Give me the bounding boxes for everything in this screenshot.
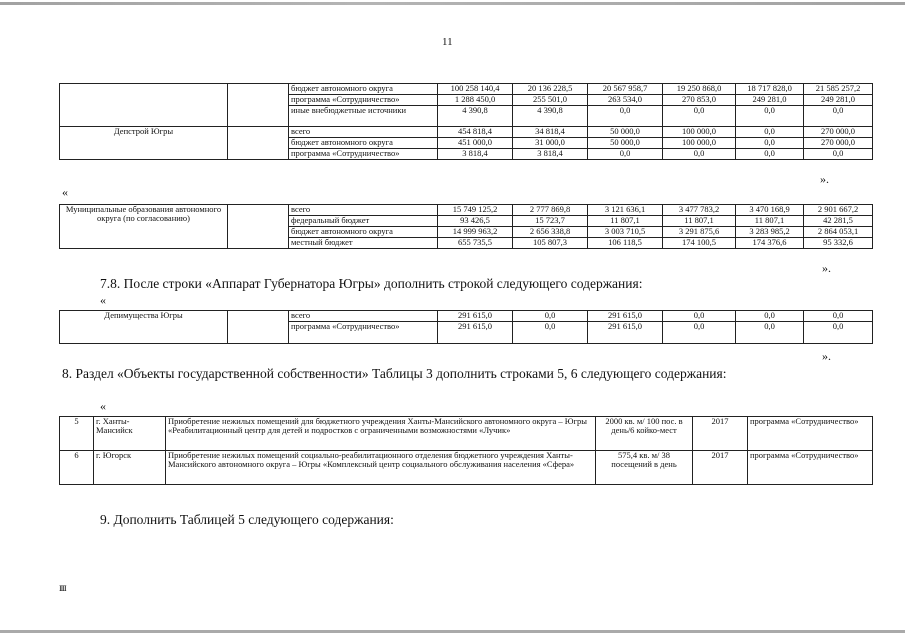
amount-cell: 0,0 bbox=[513, 322, 588, 344]
amount-cell: 2 777 869,8 bbox=[513, 205, 588, 216]
entity-cell-empty bbox=[60, 84, 228, 127]
object-description: Приобретение нежилых помещений для бюджетного учреждения Ханты-Мансийского автономного округа – Югры «Реабилитационный центр для детей и подростков с ограниченными возможностями «Лучик» bbox=[166, 417, 596, 451]
funding-table-municipal bbox=[59, 204, 873, 249]
amount-cell: 14 999 963,2 bbox=[438, 227, 513, 238]
close-quote-1: ». bbox=[820, 172, 829, 186]
amount-cell: 249 281,0 bbox=[736, 95, 804, 106]
amount-cell: 0,0 bbox=[804, 311, 873, 322]
amount-cell: 2 656 338,8 bbox=[513, 227, 588, 238]
amount-cell: 451 000,0 bbox=[438, 138, 513, 149]
amount-cell: 20 136 228,5 bbox=[513, 84, 588, 95]
amount-cell: 100 000,0 bbox=[663, 138, 736, 149]
funding-source-label: бюджет автономного округа bbox=[289, 227, 438, 238]
amount-cell: 0,0 bbox=[513, 311, 588, 322]
amount-cell: 0,0 bbox=[736, 106, 804, 127]
entity-name: Депимущества Югры bbox=[60, 311, 228, 344]
scan-top-edge bbox=[0, 2, 905, 5]
funding-source-label: программа «Сотрудничество» bbox=[289, 322, 438, 344]
amount-cell: 4 390,8 bbox=[438, 106, 513, 127]
table-row bbox=[60, 127, 873, 138]
source-code-cell bbox=[228, 205, 289, 249]
amount-cell: 291 615,0 bbox=[588, 322, 663, 344]
amount-cell: 3 003 710,5 bbox=[588, 227, 663, 238]
amount-cell: 0,0 bbox=[588, 149, 663, 160]
amount-cell: 270 000,0 bbox=[804, 138, 873, 149]
funding-source-label: бюджет автономного округа bbox=[289, 138, 438, 149]
amount-cell: 34 818,4 bbox=[513, 127, 588, 138]
city-cell: г. Ханты-Мансийск bbox=[94, 417, 166, 451]
amount-cell: 2 864 053,1 bbox=[804, 227, 873, 238]
entity-name: Депстрой Югры bbox=[60, 127, 228, 160]
funding-source-label: всего bbox=[289, 311, 438, 322]
state-property-table bbox=[59, 416, 873, 485]
capacity-cell: 575,4 кв. м/ 38 посещений в день bbox=[596, 451, 693, 485]
funding-source-label: бюджет автономного округа bbox=[289, 84, 438, 95]
amount-cell: 249 281,0 bbox=[804, 95, 873, 106]
amount-cell: 100 000,0 bbox=[663, 127, 736, 138]
amount-cell: 0,0 bbox=[736, 138, 804, 149]
table-row bbox=[60, 205, 873, 216]
funding-source-label: всего bbox=[289, 127, 438, 138]
section-7-8-text: 7.8. После строки «Аппарат Губернатора Югры» дополнить строкой следующего содержания: bbox=[100, 276, 643, 291]
amount-cell: 50 000,0 bbox=[588, 138, 663, 149]
amount-cell: 18 717 828,0 bbox=[736, 84, 804, 95]
amount-cell: 0,0 bbox=[736, 127, 804, 138]
amount-cell: 2 901 667,2 bbox=[804, 205, 873, 216]
year-cell: 2017 bbox=[693, 451, 748, 485]
amount-cell: 50 000,0 bbox=[588, 127, 663, 138]
year-cell: 2017 bbox=[693, 417, 748, 451]
program-cell: программа «Сотрудничество» bbox=[748, 417, 873, 451]
amount-cell: 174 100,5 bbox=[663, 238, 736, 249]
footer-mark: ІІІІ bbox=[59, 584, 66, 593]
table-row bbox=[60, 84, 873, 95]
amount-cell: 0,0 bbox=[663, 106, 736, 127]
amount-cell: 0,0 bbox=[804, 322, 873, 344]
city-cell: г. Югорск bbox=[94, 451, 166, 485]
amount-cell: 3 818,4 bbox=[513, 149, 588, 160]
object-description: Приобретение нежилых помещений социально-реабилитационного отделения бюджетного учреждения Ханты-Мансийского автономного округа – Югры «Комплексный центр социального обслуживания населения «Сфера» bbox=[166, 451, 596, 485]
scan-bottom-edge bbox=[0, 630, 905, 633]
amount-cell: 3 818,4 bbox=[438, 149, 513, 160]
amount-cell: 0,0 bbox=[663, 149, 736, 160]
amount-cell: 270 000,0 bbox=[804, 127, 873, 138]
section-8-text: 8. Раздел «Объекты государственной собственности» Таблицы 3 дополнить строками 5, 6 следующего содержания: bbox=[62, 366, 727, 381]
capacity-cell: 2000 кв. м/ 100 пос. в день/6 койко-мест bbox=[596, 417, 693, 451]
amount-cell: 15 749 125,2 bbox=[438, 205, 513, 216]
amount-cell: 0,0 bbox=[736, 322, 804, 344]
amount-cell: 0,0 bbox=[804, 149, 873, 160]
amount-cell: 11 807,1 bbox=[663, 216, 736, 227]
entity-name: Муниципальные образования автономного округа (по согласованию) bbox=[60, 205, 228, 249]
source-code-cell bbox=[228, 127, 289, 160]
amount-cell: 95 332,6 bbox=[804, 238, 873, 249]
amount-cell: 3 121 636,1 bbox=[588, 205, 663, 216]
amount-cell: 3 470 168,9 bbox=[736, 205, 804, 216]
funding-source-label: программа «Сотрудничество» bbox=[289, 149, 438, 160]
amount-cell: 0,0 bbox=[663, 311, 736, 322]
amount-cell: 19 250 868,0 bbox=[663, 84, 736, 95]
funding-source-label: всего bbox=[289, 205, 438, 216]
funding-table-1 bbox=[59, 83, 873, 160]
open-quote-1: « bbox=[62, 185, 68, 199]
amount-cell: 3 291 875,6 bbox=[663, 227, 736, 238]
amount-cell: 0,0 bbox=[663, 322, 736, 344]
funding-source-label: программа «Сотрудничество» bbox=[289, 95, 438, 106]
amount-cell: 0,0 bbox=[804, 106, 873, 127]
funding-table-depimushchestvo bbox=[59, 310, 873, 344]
close-quote-2: ». bbox=[822, 261, 831, 275]
section-9-text: 9. Дополнить Таблицей 5 следующего содержания: bbox=[100, 512, 394, 527]
source-code-cell bbox=[228, 84, 289, 127]
amount-cell: 454 818,4 bbox=[438, 127, 513, 138]
amount-cell: 1 288 450,0 bbox=[438, 95, 513, 106]
funding-source-label: местный бюджет bbox=[289, 238, 438, 249]
amount-cell: 0,0 bbox=[588, 106, 663, 127]
amount-cell: 0,0 bbox=[736, 149, 804, 160]
amount-cell: 655 735,5 bbox=[438, 238, 513, 249]
amount-cell: 174 376,6 bbox=[736, 238, 804, 249]
program-cell: программа «Сотрудничество» bbox=[748, 451, 873, 485]
row-number: 5 bbox=[60, 417, 94, 451]
amount-cell: 4 390,8 bbox=[513, 106, 588, 127]
page-number: 11 bbox=[442, 36, 453, 48]
table-row bbox=[60, 311, 873, 322]
amount-cell: 21 585 257,2 bbox=[804, 84, 873, 95]
close-quote-3: ». bbox=[822, 349, 831, 363]
amount-cell: 3 477 783,2 bbox=[663, 205, 736, 216]
amount-cell: 291 615,0 bbox=[588, 311, 663, 322]
funding-source-label: иные внебюджетные источники bbox=[289, 106, 438, 127]
table-row bbox=[60, 451, 873, 485]
amount-cell: 3 283 985,2 bbox=[736, 227, 804, 238]
funding-source-label: федеральный бюджет bbox=[289, 216, 438, 227]
amount-cell: 263 534,0 bbox=[588, 95, 663, 106]
amount-cell: 0,0 bbox=[736, 311, 804, 322]
amount-cell: 11 807,1 bbox=[736, 216, 804, 227]
amount-cell: 42 281,5 bbox=[804, 216, 873, 227]
amount-cell: 31 000,0 bbox=[513, 138, 588, 149]
amount-cell: 11 807,1 bbox=[588, 216, 663, 227]
amount-cell: 20 567 958,7 bbox=[588, 84, 663, 95]
source-code-cell bbox=[228, 311, 289, 344]
table-row bbox=[60, 417, 873, 451]
amount-cell: 15 723,7 bbox=[513, 216, 588, 227]
amount-cell: 291 615,0 bbox=[438, 322, 513, 344]
amount-cell: 270 853,0 bbox=[663, 95, 736, 106]
amount-cell: 106 118,5 bbox=[588, 238, 663, 249]
amount-cell: 100 258 140,4 bbox=[438, 84, 513, 95]
row-number: 6 bbox=[60, 451, 94, 485]
amount-cell: 105 807,3 bbox=[513, 238, 588, 249]
amount-cell: 291 615,0 bbox=[438, 311, 513, 322]
amount-cell: 255 501,0 bbox=[513, 95, 588, 106]
open-quote-3: « bbox=[100, 399, 106, 413]
open-quote-2: « bbox=[100, 293, 106, 307]
amount-cell: 93 426,5 bbox=[438, 216, 513, 227]
